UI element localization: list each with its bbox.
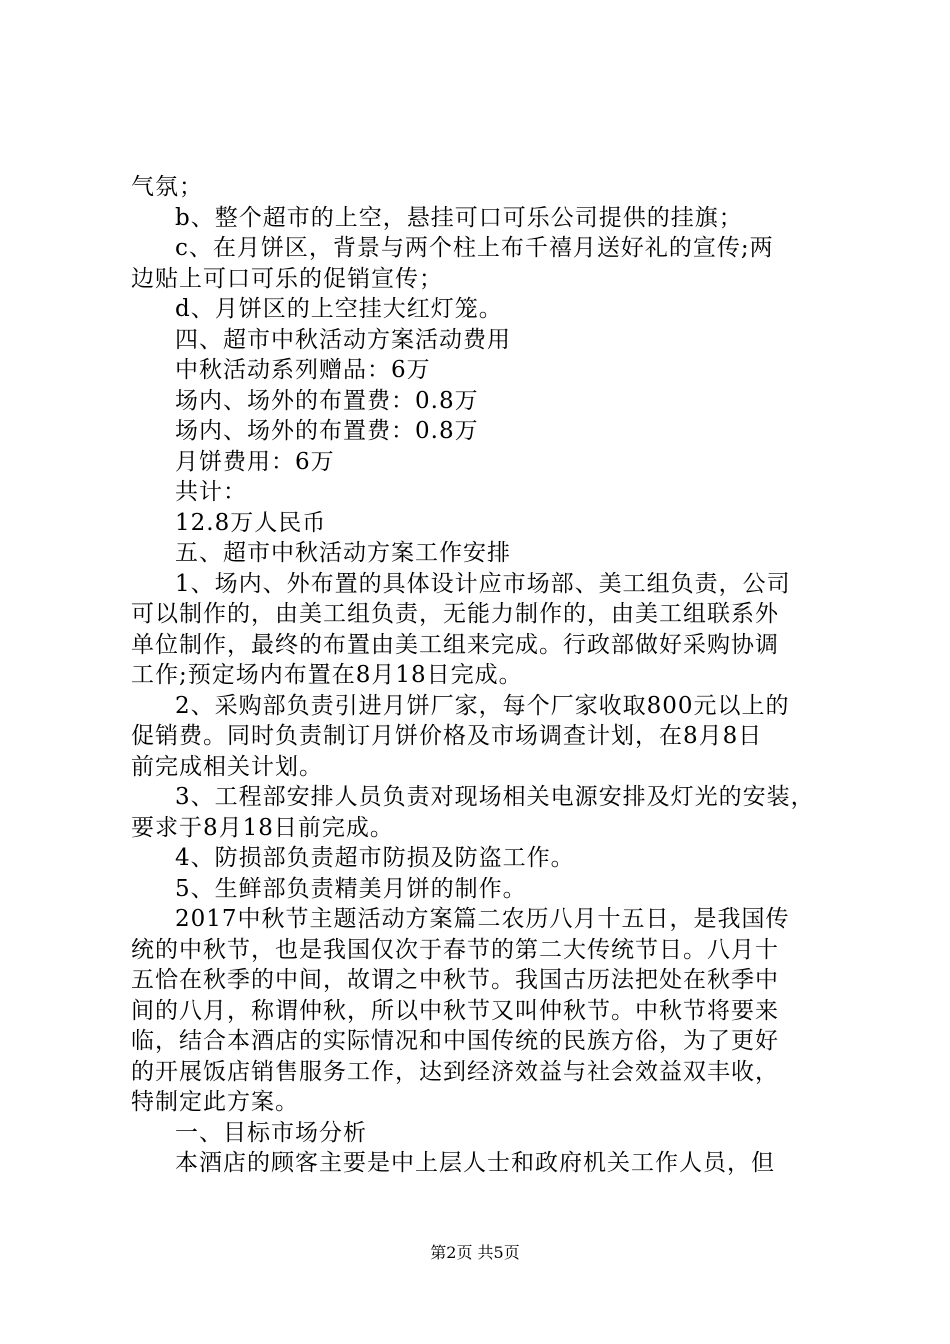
text-line: 统的中秋节，也是我国仅次于春节的第二大传统节日。八月十 (131, 936, 779, 963)
text-line: 场内、场外的布置费：0.8万 (175, 387, 479, 414)
text-line: 特制定此方案。 (131, 1089, 299, 1115)
text-line: 一、目标市场分析 (175, 1119, 367, 1146)
text-line: 单位制作，最终的布置由美工组来完成。行政部做好采购协调 (131, 631, 779, 658)
text-line: 场内、场外的布置费：0.8万 (175, 418, 479, 444)
text-line: 促销费。同时负责制订月饼价格及市场调查计划，在8月8日 (131, 723, 763, 749)
text-line: 的开展饭店销售服务工作，达到经济效益与社会效益双丰收， (131, 1058, 779, 1085)
text-line: 五、超市中秋活动方案工作安排 (175, 540, 511, 566)
text-line: 工作;预定场内布置在8月18日完成。 (131, 662, 523, 688)
text-line: 四、超市中秋活动方案活动费用 (175, 326, 511, 353)
text-line: 月饼费用：6万 (175, 448, 335, 475)
text-line: d、月饼区的上空挂大红灯笼。 (175, 296, 503, 322)
text-line: 要求于8月18日前完成。 (131, 814, 394, 841)
text-line: 3、工程部安排人员负责对现场相关电源安排及灯光的安装， (175, 784, 815, 810)
text-line: b、整个超市的上空，悬挂可口可乐公司提供的挂旗； (175, 204, 743, 231)
text-line: 可以制作的，由美工组负责，无能力制作的，由美工组联系外 (131, 601, 779, 627)
text-line: 边贴上可口可乐的促销宣传； (131, 265, 443, 292)
document-body (131, 172, 831, 1179)
text-line: 前完成相关计划。 (131, 753, 323, 780)
text-line: 临，结合本酒店的实际情况和中国传统的民族方俗，为了更好 (131, 1028, 779, 1054)
text-line: 间的八月，称谓仲秋，所以中秋节又叫仲秋节。中秋节将要来 (131, 997, 779, 1024)
text-line: c、在月饼区，背景与两个柱上布千禧月送好礼的宣传;两 (175, 235, 774, 261)
text-line: 气氛； (131, 174, 203, 200)
text-line: 2017中秋节主题活动方案篇二农历八月十五日，是我国传 (175, 906, 790, 932)
page-footer: 第2页 共5页 (430, 1243, 520, 1262)
text-line: 5、生鲜部负责精美月饼的制作。 (175, 875, 527, 902)
text-line: 中秋活动系列赠品：6万 (175, 357, 431, 383)
text-line: 1、场内、外布置的具体设计应市场部、美工组负责，公司 (175, 570, 791, 597)
text-line: 4、防损部负责超市防损及防盗工作。 (175, 845, 575, 871)
text-line: 12.8万人民币 (175, 509, 327, 536)
text-line: 共计： (175, 479, 247, 505)
text-line: 本酒店的顾客主要是中上层人士和政府机关工作人员，但 (175, 1150, 775, 1176)
text-line: 2、采购部负责引进月饼厂家，每个厂家收取800元以上的 (175, 692, 790, 719)
text-line: 五恰在秋季的中间，故谓之中秋节。我国古历法把处在秋季中 (131, 967, 779, 993)
